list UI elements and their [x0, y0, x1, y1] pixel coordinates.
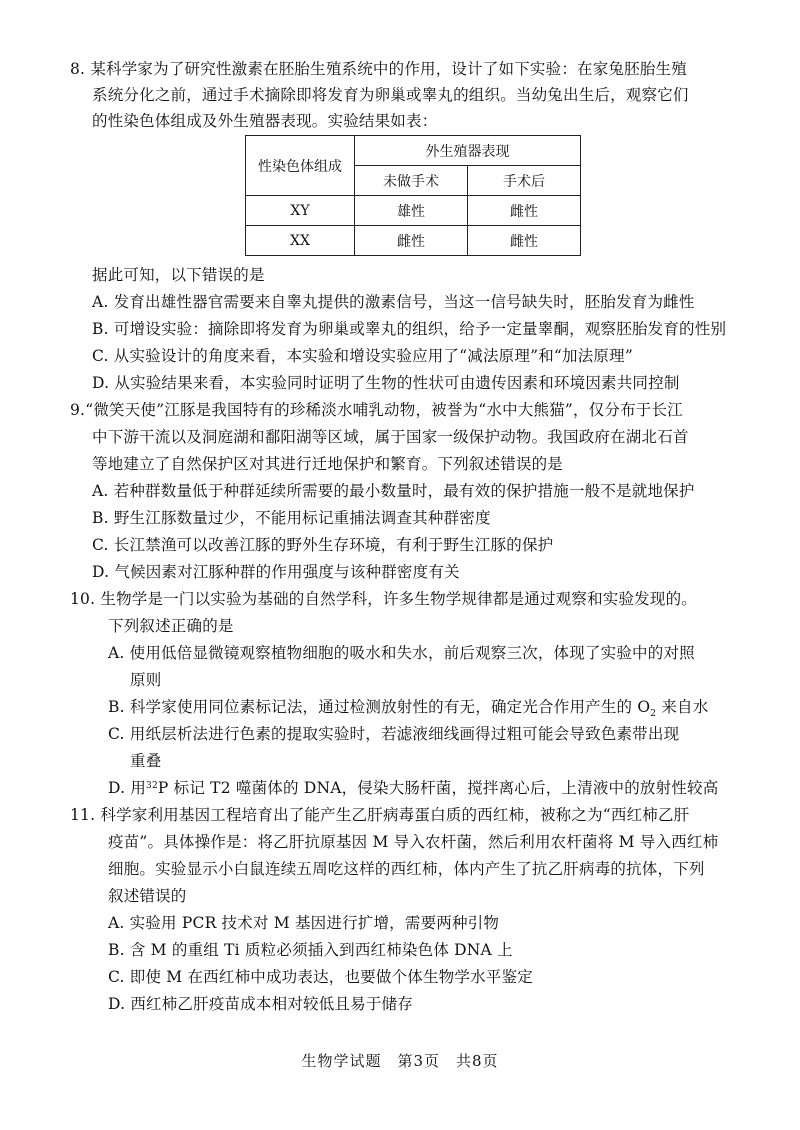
- q8-stem-line-1: 8. 某科学家为了研究性激素在胚胎生殖系统中的作用，设计了如下实验：在家兔胚胎生殖: [70, 60, 687, 78]
- q9-stem-line-1: 9.“微笑天使”江豚是我国特有的珍稀淡水哺乳动物，被誉为“水中大熊猫”，仅分布于长江: [70, 401, 683, 419]
- table-cell-chrom: XX: [246, 226, 355, 256]
- q8-option-d: D. 从实验结果来看，本实验同时证明了生物的性状可由遗传因素和环境因素共同控制: [92, 374, 680, 392]
- q8-results-table: [245, 135, 581, 256]
- q11-option-d: D. 西红柿乙肝疫苗成本相对较低且易于储存: [108, 995, 413, 1013]
- q8-option-b: B. 可增设实验：摘除即将发育为卵巢或睾丸的组织，给予一定量睾酮，观察胚胎发育的性别: [92, 320, 727, 338]
- table-subheader-after-surgery: 手术后: [468, 166, 581, 196]
- q10-option-c-cont: 重叠: [130, 752, 162, 770]
- q8-question: 据此可知，以下错误的是: [92, 266, 265, 284]
- table-header-chromosome: 性染色体组成: [246, 136, 355, 196]
- q11-stem-line-1: 11. 科学家利用基因工程培育出了能产生乙肝病毒蛋白质的西红柿，被称之为“西红柿乙肝: [70, 806, 690, 824]
- q8-stem-line-3: 的性染色体组成及外生殖器表现。实验结果如表：: [92, 112, 438, 130]
- table-cell-chrom: XY: [246, 196, 355, 226]
- q10-option-d: [108, 777, 718, 799]
- q9-option-a: A. 若种群数量低于种群延续所需要的最小数量时，最有效的保护措施一般不是就地保护: [92, 482, 695, 500]
- q11-option-b: B. 含 M 的重组 Ti 质粒必须插入到西红柿染色体 DNA 上: [108, 941, 513, 959]
- q10-option-b-pre: B. 科学家使用同位素标记法，通过检测放射性的有无，确定光合作用产生的 O: [108, 698, 651, 716]
- q8-stem-line-2: 系统分化之前，通过手术摘除即将发育为卵巢或睾丸的组织。当幼兔出生后，观察它们: [92, 86, 689, 104]
- table-row: [246, 196, 581, 226]
- q10-option-a-cont: 原则: [130, 671, 162, 689]
- table-cell-no-surgery: 雄性: [355, 196, 468, 226]
- q11-option-c: C. 即使 M 在西红柿中成功表达，也要做个体生物学水平鉴定: [108, 968, 533, 986]
- q9-option-d: D. 气候因素对江豚种群的作用强度与该种群密度有关: [92, 563, 460, 581]
- q11-stem-line-3: 细胞。实验显示小白鼠连续五周吃这样的西红柿，体内产生了抗乙肝病毒的抗体，下列: [108, 860, 705, 878]
- q9-stem-line-3: 等地建立了自然保护区对其进行迁地保护和繁育。下列叙述错误的是: [92, 455, 564, 473]
- q10-option-d-pre: D. 用: [108, 779, 147, 797]
- q10-stem-line-1: 10. 生物学是一门以实验为基础的自然学科，许多生物学规律都是通过观察和实验发现的。: [70, 590, 697, 608]
- table-cell-no-surgery: 雌性: [355, 226, 468, 256]
- q11-option-a: A. 实验用 PCR 技术对 M 基因进行扩增，需要两种引物: [108, 914, 500, 932]
- q9-option-b: B. 野生江豚数量过少，不能用标记重捕法调查其种群密度: [92, 509, 491, 527]
- q10-option-d-superscript: 32: [146, 781, 158, 791]
- table-header-genitalia: 外生殖器表现: [355, 136, 581, 166]
- q10-option-b-subscript: 2: [650, 709, 657, 720]
- table-subheader-no-surgery: 未做手术: [355, 166, 468, 196]
- q10-option-a: A. 使用低倍显微镜观察植物细胞的吸水和失水，前后观察三次，体现了实验中的对照: [108, 644, 695, 662]
- q9-option-c: C. 长江禁渔可以改善江豚的野外生存环境，有利于野生江豚的保护: [92, 536, 554, 554]
- q10-stem-line-2: 下列叙述正确的是: [108, 617, 234, 635]
- q8-option-c: C. 从实验设计的角度来看，本实验和增设实验应用了“减法原理”和“加法原理”: [92, 347, 633, 365]
- q8-option-a: A. 发育出雄性器官需要来自睾丸提供的激素信号，当这一信号缺失时，胚胎发育为雌性: [92, 293, 695, 311]
- q10-option-b: [108, 696, 708, 725]
- table-row: [246, 226, 581, 256]
- q11-stem-line-2: 疫苗”。具体操作是：将乙肝抗原基因 M 导入农杆菌，然后利用农杆菌将 M 导入西红柿: [108, 833, 719, 851]
- table-cell-after-surgery: 雌性: [468, 196, 581, 226]
- q9-stem-line-2: 中下游干流以及洞庭湖和鄱阳湖等区域，属于国家一级保护动物。我国政府在湖北石首: [92, 428, 689, 446]
- table-cell-after-surgery: 雌性: [468, 226, 581, 256]
- q10-option-b-post: 来自水: [656, 698, 709, 716]
- page-footer: 生物学试题 第3页 共8页: [301, 1052, 499, 1070]
- q10-option-c: C. 用纸层析法进行色素的提取实验时，若滤液细线画得过粗可能会导致色素带出现: [108, 725, 680, 743]
- q11-stem-line-4: 叙述错误的: [108, 887, 187, 905]
- q10-option-d-post: P 标记 T2 噬菌体的 DNA，侵染大肠杆菌，搅拌离心后，上清液中的放射性较高: [157, 779, 719, 797]
